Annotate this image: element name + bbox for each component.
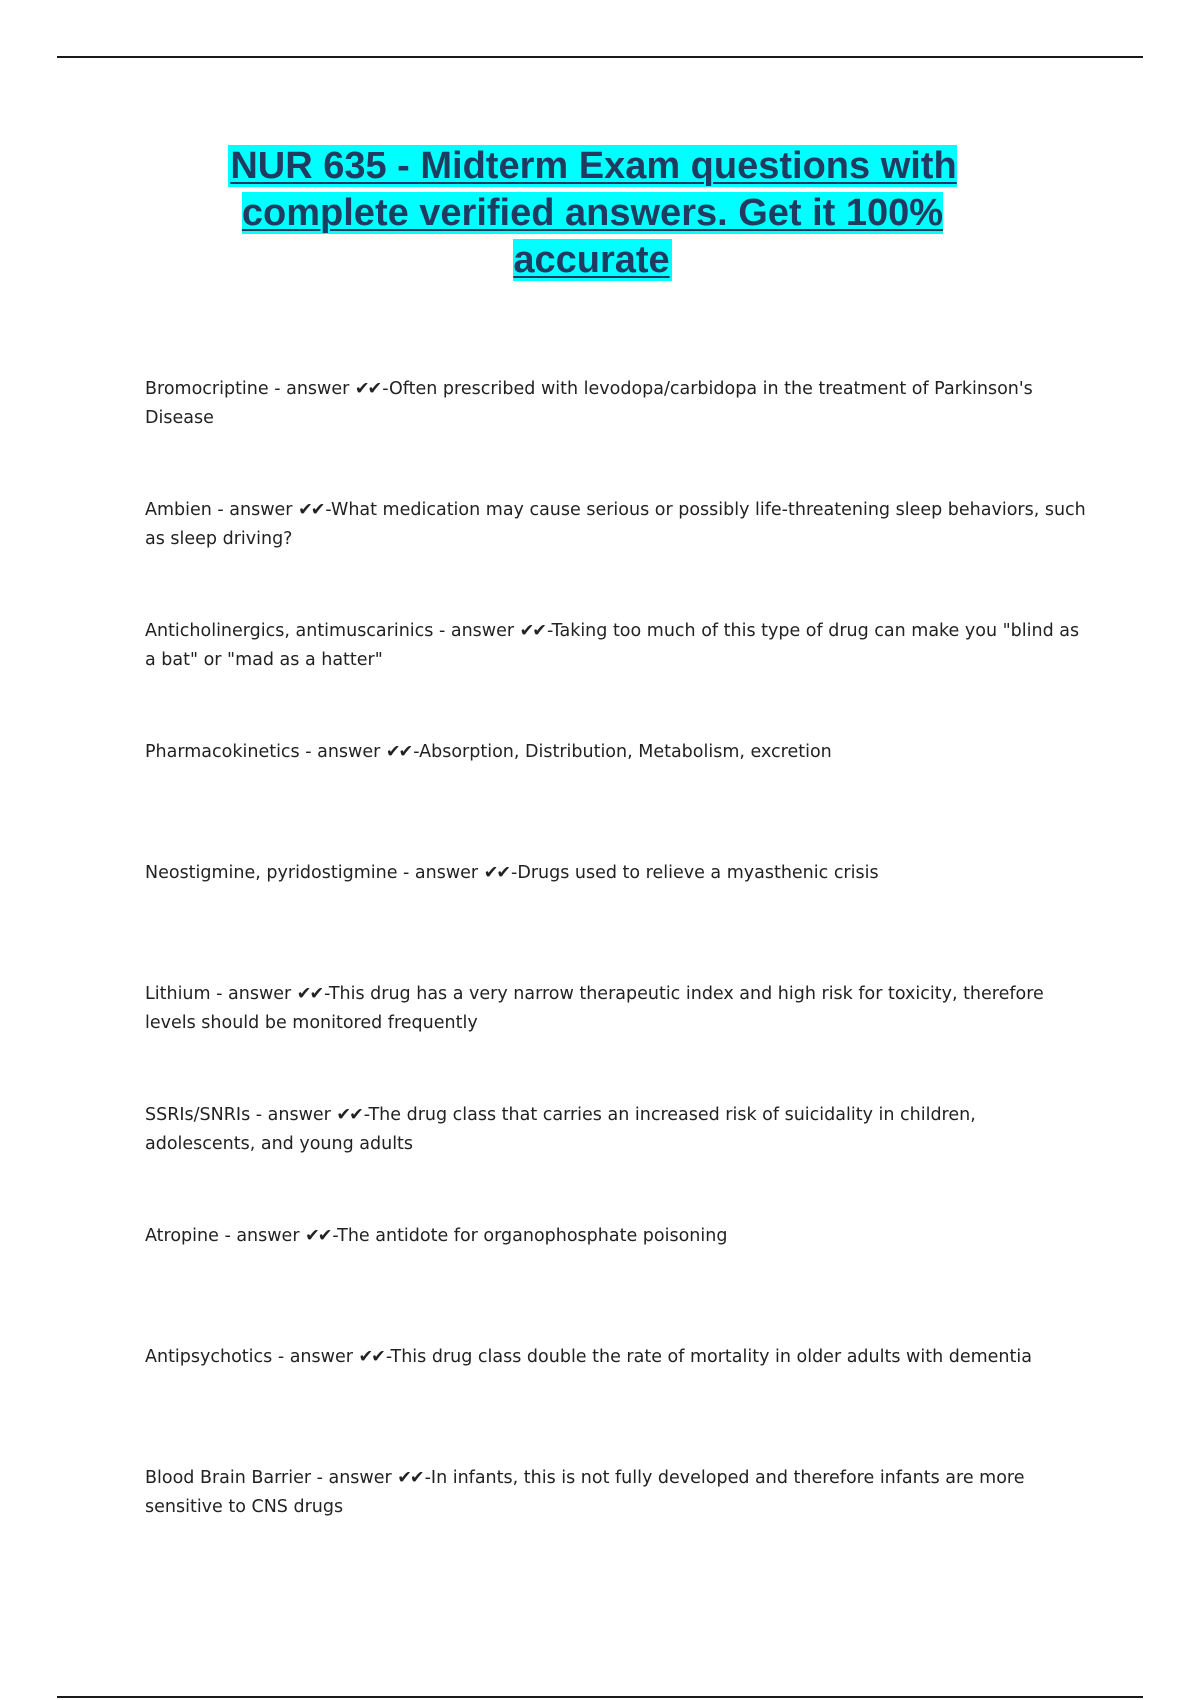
header-rule [57,56,1143,58]
qa-term: Neostigmine, pyridostigmine [145,863,398,883]
qa-label: - answer [268,379,355,399]
check-mark-icon: ✔✔ [336,1105,362,1125]
qa-item [145,1343,1090,1464]
check-mark-icon: ✔✔ [298,500,324,520]
footer-rule [57,1696,1143,1698]
qa-item [145,859,1090,980]
qa-label: - answer [433,621,520,641]
qa-label: - answer [218,1226,306,1246]
check-mark-icon: ✔✔ [397,1468,423,1488]
qa-item [145,375,1090,496]
answer-dash: - [413,742,420,762]
qa-term: Anticholinergics, antimuscarinics [145,621,434,641]
qa-answer: Absorption, Distribution, Metabolism, excretion [419,742,832,762]
qa-list [145,375,1090,1585]
qa-item [145,1222,1090,1343]
qa-answer: This drug class double the rate of mortality in older adults with dementia [390,1347,1032,1367]
answer-dash: - [325,500,332,520]
answer-dash: - [382,379,390,399]
qa-term: Pharmacokinetics [145,742,300,762]
check-mark-icon: ✔✔ [296,984,323,1004]
qa-term: Atropine [145,1226,219,1246]
check-mark-icon: ✔✔ [483,863,510,883]
qa-item [145,1101,1090,1222]
check-mark-icon: ✔✔ [358,1347,384,1367]
document-title [190,143,995,284]
document-title-text: NUR 635 - Midterm Exam questions with complete verified answers. Get it 100% accurate [230,145,957,281]
qa-answer: Taking too much of this type of drug can make you "blind as a bat" or "mad as a hatter" [145,621,1080,670]
qa-label: - answer [211,500,299,520]
check-mark-icon: ✔✔ [519,621,545,641]
qa-item [145,738,1090,859]
answer-dash: - [324,984,329,1004]
answer-dash: - [363,1105,369,1125]
qa-answer: This drug has a very narrow therapeutic index and high risk for toxicity, therefore levels should be monitored frequently [145,984,1044,1033]
qa-answer: Often prescribed with levodopa/carbidopa in the treatment of Parkinson's Disease [145,379,1033,428]
qa-item [145,617,1090,738]
qa-label: - answer [250,1105,337,1125]
qa-label: - answer [299,742,386,762]
qa-term: Ambien [145,500,212,520]
qa-label: - answer [272,1347,359,1367]
qa-answer: What medication may cause serious or possibly life-threatening sleep behaviors, such as sleep driving? [145,500,1086,549]
qa-label: - answer [311,1468,398,1488]
qa-term: Bromocriptine [145,379,269,399]
qa-answer: In infants, this is not fully developed and therefore infants are more sensitive to CNS drugs [145,1468,1025,1517]
qa-term: Antipsychotics [145,1347,273,1367]
qa-item [145,1464,1090,1585]
check-mark-icon: ✔✔ [385,742,412,762]
answer-dash: - [332,1226,338,1246]
qa-term: Blood Brain Barrier [145,1468,312,1488]
check-mark-icon: ✔✔ [354,379,381,399]
answer-dash: - [546,621,552,641]
qa-term: Lithium [145,984,211,1004]
check-mark-icon: ✔✔ [305,1226,331,1246]
qa-answer: The antidote for organophosphate poisoning [337,1226,728,1246]
qa-answer: The drug class that carries an increased risk of suicidality in children, adolescents, and young adults [145,1105,976,1154]
answer-dash: - [424,1468,431,1488]
qa-label: - answer [210,984,297,1004]
answer-dash: - [385,1347,391,1367]
qa-item [145,496,1090,617]
qa-answer: Drugs used to relieve a myasthenic crisis [517,863,879,883]
qa-label: - answer [397,863,484,883]
answer-dash: - [511,863,518,883]
qa-item [145,980,1090,1101]
qa-term: SSRIs/SNRIs [145,1105,251,1125]
